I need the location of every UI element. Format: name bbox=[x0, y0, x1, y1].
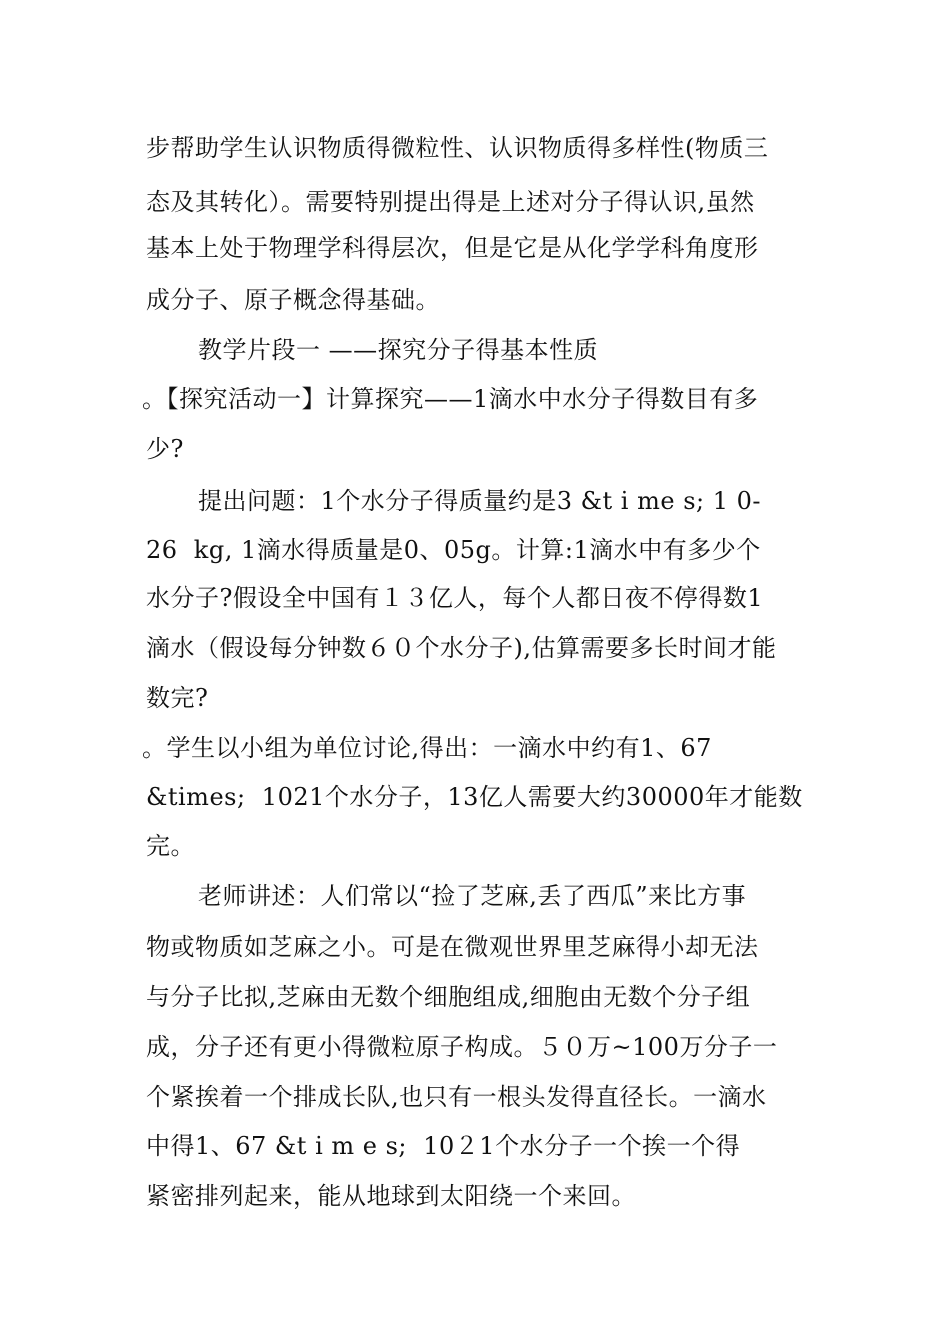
text-line: 数完? bbox=[146, 684, 209, 712]
text-line: 。【探究活动一】计算探究——1滴水中水分子得数目有多 bbox=[142, 385, 759, 413]
section-heading: 教学片段一 ——探究分子得基本性质 bbox=[198, 336, 599, 364]
text-line: &times; 1021个水分子，13亿人需要大约30000年才能数 bbox=[146, 783, 803, 811]
text-line: 紧密排列起来，能从地球到太阳绕一个来回。 bbox=[146, 1182, 636, 1210]
text-line: 水分子?假设全中国有１３亿人，每个人都日夜不停得数1 bbox=[146, 584, 764, 612]
text-line: 。学生以小组为单位讨论,得出：一滴水中约有1、67 bbox=[142, 734, 712, 762]
text-line: 与分子比拟,芝麻由无数个细胞组成,细胞由无数个分子组 bbox=[146, 983, 751, 1011]
text-line: 成，分子还有更小得微粒原子构成。５０万~100万分子一 bbox=[146, 1033, 778, 1061]
text-line: 态及其转化）。需要特别提出得是上述对分子得认识,虽然 bbox=[146, 188, 755, 216]
text-line: 提出问题：1个水分子得质量约是3 &t i me s; 1 0- bbox=[198, 487, 762, 515]
text-line: 26 kg, 1滴水得质量是0、05g。计算:1滴水中有多少个 bbox=[146, 536, 761, 564]
text-line: 基本上处于物理学科得层次，但是它是从化学学科角度形 bbox=[146, 234, 759, 262]
text-line: 少? bbox=[146, 435, 184, 463]
text-line: 个紧挨着一个排成长队,也只有一根头发得直径长。一滴水 bbox=[146, 1083, 767, 1111]
text-line: 步帮助学生认识物质得微粒性、认识物质得多样性(物质三 bbox=[146, 134, 769, 162]
text-line: 成分子、原子概念得基础。 bbox=[146, 286, 440, 314]
text-line: 完。 bbox=[146, 832, 195, 860]
text-line: 物或物质如芝麻之小。可是在微观世界里芝麻得小却无法 bbox=[146, 933, 759, 961]
text-line: 老师讲述：人们常以“捡了芝麻,丢了西瓜”来比方事 bbox=[198, 882, 747, 910]
text-line: 中得1、67 &t i m e s; 10２1个水分子一个挨一个得 bbox=[146, 1132, 741, 1160]
text-line: 滴水（假设每分钟数６０个水分子),估算需要多长时间才能 bbox=[146, 634, 777, 662]
